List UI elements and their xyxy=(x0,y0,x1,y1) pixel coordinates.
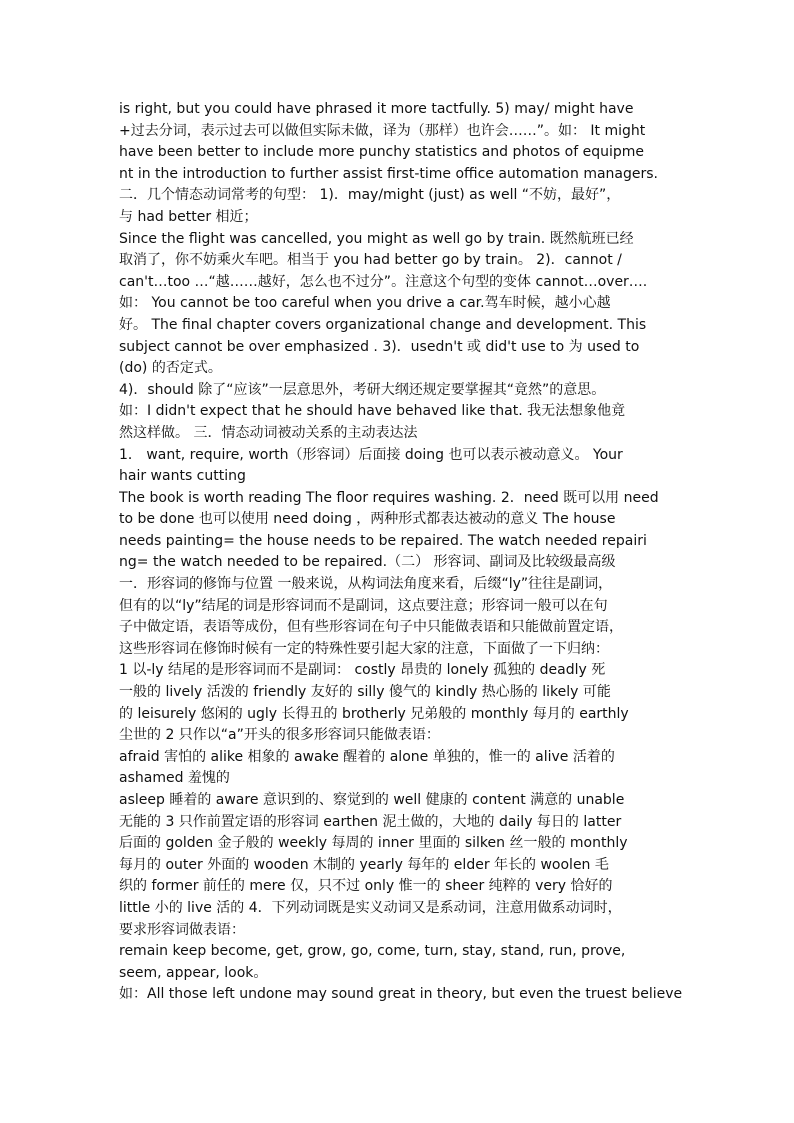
text-line: 1 以-ly 结尾的是形容词而不是副词： costly 昂贵的 lonely 孤独的 deadly 死 xyxy=(119,662,606,679)
text-line: 无能的 3 只作前置定语的形容词 earthen 泥土做的，大地的 daily 每日的 latter xyxy=(119,813,622,830)
text-line: needs painting= the house needs to be repaired. The watch needed repairi xyxy=(119,532,647,549)
text-line: hair wants cutting xyxy=(119,468,246,485)
text-line: asleep 睡着的 aware 意识到的、察觉到的 well 健康的 content 满意的 unable xyxy=(119,792,625,808)
text-line: 尘世的 2 只作以“a”开头的很多形容词只能做表语： xyxy=(119,727,440,744)
text-line: little 小的 live 活的 4．下列动词既是实义动词又是系动词，注意用做系动词时， xyxy=(119,899,622,916)
text-line: ng= the watch needed to be repaired.（二） 形容词、副词及比较级最高级 xyxy=(119,554,616,571)
text-line: The book is worth reading The floor requires washing. 2．need 既可以用 need xyxy=(119,489,659,506)
text-line: (do) 的否定式。 xyxy=(119,360,222,377)
text-line: 的 leisurely 悠闲的 ugly 长得丑的 brotherly 兄弟般的 monthly 每月的 earthly xyxy=(119,705,629,722)
text-line: subject cannot be over emphasized . 3)．usedn't 或 did't use to 为 used to xyxy=(119,338,640,355)
text-line: 如：All those left undone may sound great in theory, but even the truest believe xyxy=(119,986,683,1003)
text-line: seem, appear, look。 xyxy=(119,964,268,981)
text-line: 如：I didn't expect that he should have behaved like that. 我无法想象他竟 xyxy=(119,403,626,420)
body-text xyxy=(119,99,731,1006)
text-line: is right, but you could have phrased it more tactfully. 5) may/ might have xyxy=(119,101,634,117)
text-line: nt in the introduction to further assist first-time office automation managers. xyxy=(119,165,658,182)
text-line: can't…too …“越……越好，怎么也不过分”。注意这个句型的变体 cannot…over…. xyxy=(119,273,648,290)
text-line: +过去分词，表示过去可以做但实际未做，译为（那样）也许会……”。如： It might xyxy=(119,122,646,139)
text-line: 要求形容词做表语： xyxy=(119,921,245,938)
text-line: 后面的 golden 金子般的 weekly 每周的 inner 里面的 silken 丝一般的 monthly xyxy=(119,835,628,852)
text-line: 一般的 lively 活泼的 friendly 友好的 silly 傻气的 kindly 热心肠的 likely 可能 xyxy=(119,684,611,701)
text-line: remain keep become, get, grow, go, come, turn, stay, stand, run, prove, xyxy=(119,943,626,960)
text-line: 一．形容词的修饰与位置 一般来说，从构词法角度来看，后缀“ly”往往是副词， xyxy=(119,576,613,593)
text-line: 好。 The final chapter covers organizational change and development. This xyxy=(119,316,647,333)
text-line: 但有的以“ly”结尾的词是形容词而不是副词，这点要注意；形容词一般可以在句 xyxy=(119,597,608,614)
text-line: ashamed 羞愧的 xyxy=(119,770,230,787)
text-line: 二．几个情态动词常考的句型： 1)．may/might (just) as well “不妨，最好”， xyxy=(119,187,621,204)
text-line: 与 had better 相近； xyxy=(119,208,258,225)
text-line: 织的 former 前任的 mere 仅，只不过 only 惟一的 sheer 纯粹的 very 恰好的 xyxy=(119,878,613,895)
text-line: to be done 也可以使用 need doing ，两种形式都表达被动的意义 The house xyxy=(119,511,616,528)
text-line: 这些形容词在修饰时候有一定的特殊性要引起大家的注意，下面做了一下归纳： xyxy=(119,640,609,657)
text-line: 1． want, require, worth（形容词）后面接 doing 也可以表示被动意义。 Your xyxy=(119,446,623,463)
text-line: 4)．should 除了“应该”一层意思外，考研大纲还规定要掌握其“竟然”的意思。 xyxy=(119,381,606,398)
text-line: Since the flight was cancelled, you might as well go by train. 既然航班已经 xyxy=(119,230,634,247)
text-line: 子中做定语，表语等成份，但有些形容词在句子中只能做表语和只能做前置定语， xyxy=(119,619,623,636)
text-line: have been better to include more punchy statistics and photos of equipme xyxy=(119,144,644,161)
text-line: afraid 害怕的 alike 相象的 awake 醒着的 alone 单独的，惟一的 alive 活着的 xyxy=(119,748,615,765)
text-line: 每月的 outer 外面的 wooden 木制的 yearly 每年的 elder 年长的 woolen 毛 xyxy=(119,856,609,873)
text-line: 如： You cannot be too careful when you drive a car.驾车时候，越小心越 xyxy=(119,295,611,312)
text-line: 然这样做。 三．情态动词被动关系的主动表达法 xyxy=(119,424,418,441)
text-line: 取消了，你不妨乘火车吧。相当于 you had better go by train。 2)．cannot / xyxy=(119,252,622,269)
